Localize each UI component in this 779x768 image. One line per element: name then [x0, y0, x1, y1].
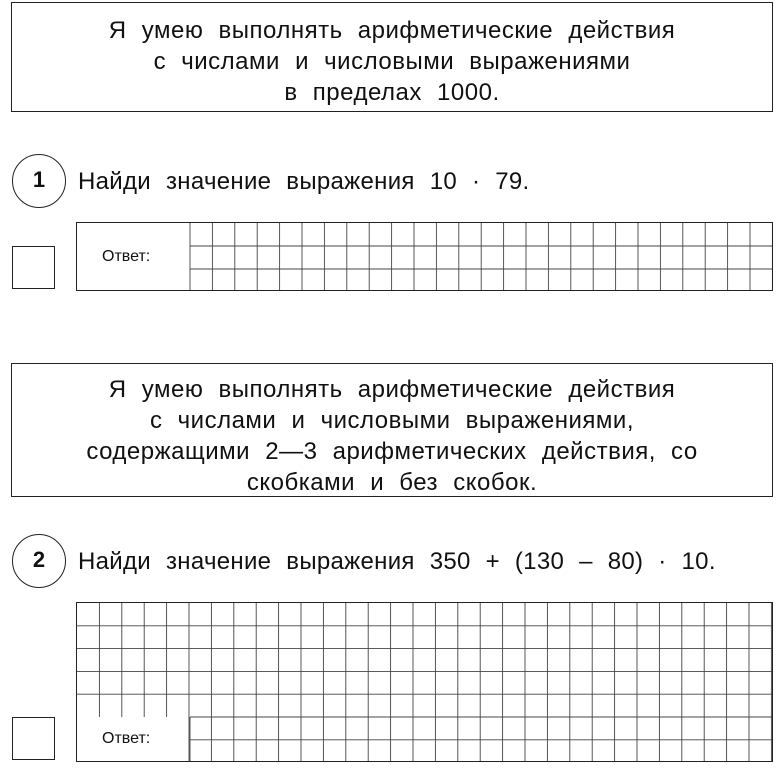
skill-line: содержащими 2—3 арифметических действия, со	[86, 438, 698, 465]
work-grid[interactable]	[77, 603, 773, 762]
answer-label: Ответ:	[102, 730, 151, 747]
answer-frame[interactable]	[76, 222, 773, 291]
score-box[interactable]	[12, 246, 55, 289]
skill-line: Я умею выполнять арифметические действия	[108, 376, 676, 403]
skill-line: в пределах 1000.	[284, 79, 500, 106]
skill-statement-1	[11, 2, 773, 112]
task-number-badge: 2	[12, 534, 66, 588]
answer-label: Ответ:	[102, 248, 151, 265]
skill-statement-2	[11, 363, 773, 497]
task-question: Найди значение выражения 350 + (130 – 80) · 10.	[78, 548, 716, 575]
skill-line: с числами и числовыми выражениями,	[149, 407, 634, 434]
score-box[interactable]	[12, 717, 55, 760]
skill-line: Я умею выполнять арифметические действия	[108, 17, 676, 44]
skill-line: с числами и числовыми выражениями	[153, 48, 631, 75]
task-question: Найди значение выражения 10 · 79.	[78, 168, 530, 195]
work-grid-frame[interactable]	[76, 602, 773, 762]
task-number-badge: 1	[12, 154, 66, 208]
skill-line: скобками и без скобок.	[246, 469, 538, 496]
answer-grid[interactable]	[77, 223, 773, 291]
